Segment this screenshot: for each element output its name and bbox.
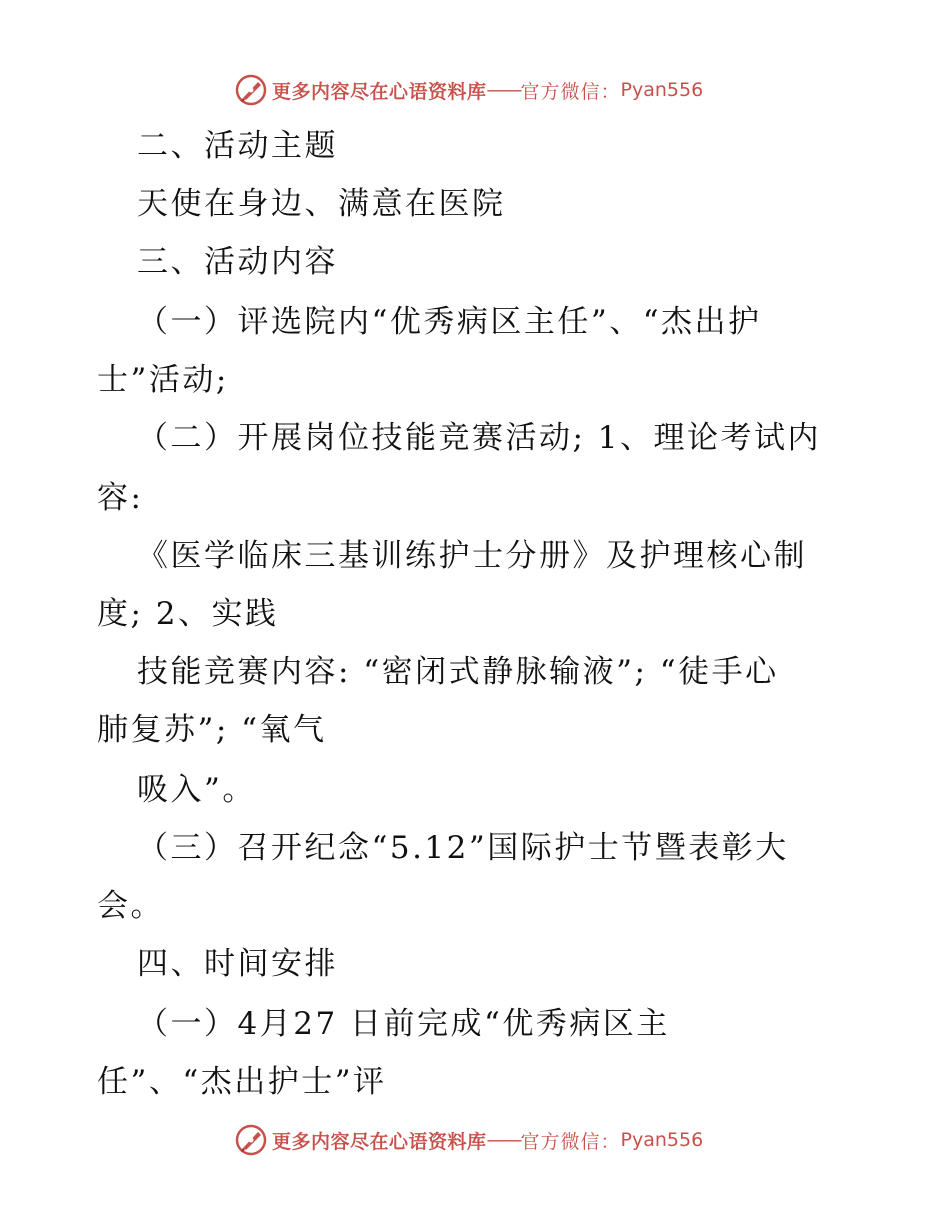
paragraph-line: （一）4月27 日前完成“优秀病区主: [137, 1006, 670, 1042]
paragraph-line: 会。: [97, 888, 164, 924]
paragraph-line: 《医学临床三基训练护士分册》及护理核心制: [137, 538, 807, 574]
quill-logo-icon: [234, 1123, 268, 1157]
paragraph-line: （一）评选院内“优秀病区主任”、“杰出护: [137, 304, 762, 340]
paragraph-line: 士”活动;: [97, 362, 229, 398]
watermark-brand: 更多内容尽在心语资料库: [272, 80, 487, 103]
paragraph-line: 容:: [97, 480, 144, 516]
watermark-banner-top: [234, 72, 703, 108]
quill-logo-icon: [234, 73, 268, 107]
watermark-wechat-id: Pyan556: [620, 1129, 704, 1151]
section-heading-schedule: 四、时间安排: [137, 946, 338, 982]
paragraph-line: 天使在身边、满意在医院: [137, 186, 506, 222]
paragraph-line: （二）开展岗位技能竞赛活动; 1、理论考试内: [137, 420, 822, 456]
watermark-label: 官方微信：: [520, 80, 621, 103]
paragraph-line: 肺复苏”; “氧气: [97, 712, 327, 748]
paragraph-line: 技能竞赛内容: “密闭式静脉输液”; “徒手心: [137, 654, 779, 690]
watermark-wechat-id: Pyan556: [620, 79, 704, 101]
watermark-brand: 更多内容尽在心语资料库: [272, 1130, 487, 1153]
paragraph-line: 度; 2、实践: [97, 596, 279, 632]
paragraph-line: 吸入”。: [137, 772, 256, 808]
watermark-dash: ——: [486, 79, 521, 101]
section-heading-content: 三、活动内容: [137, 244, 338, 280]
watermark-banner-bottom: [234, 1122, 703, 1158]
watermark-dash: ——: [486, 1129, 521, 1151]
paragraph-line: （三）召开纪念“5.12”国际护士节暨表彰大: [137, 830, 789, 866]
section-heading-theme: 二、活动主题: [137, 128, 338, 164]
paragraph-line: 任”、“杰出护士”评: [97, 1064, 387, 1100]
watermark-label: 官方微信：: [520, 1130, 621, 1153]
